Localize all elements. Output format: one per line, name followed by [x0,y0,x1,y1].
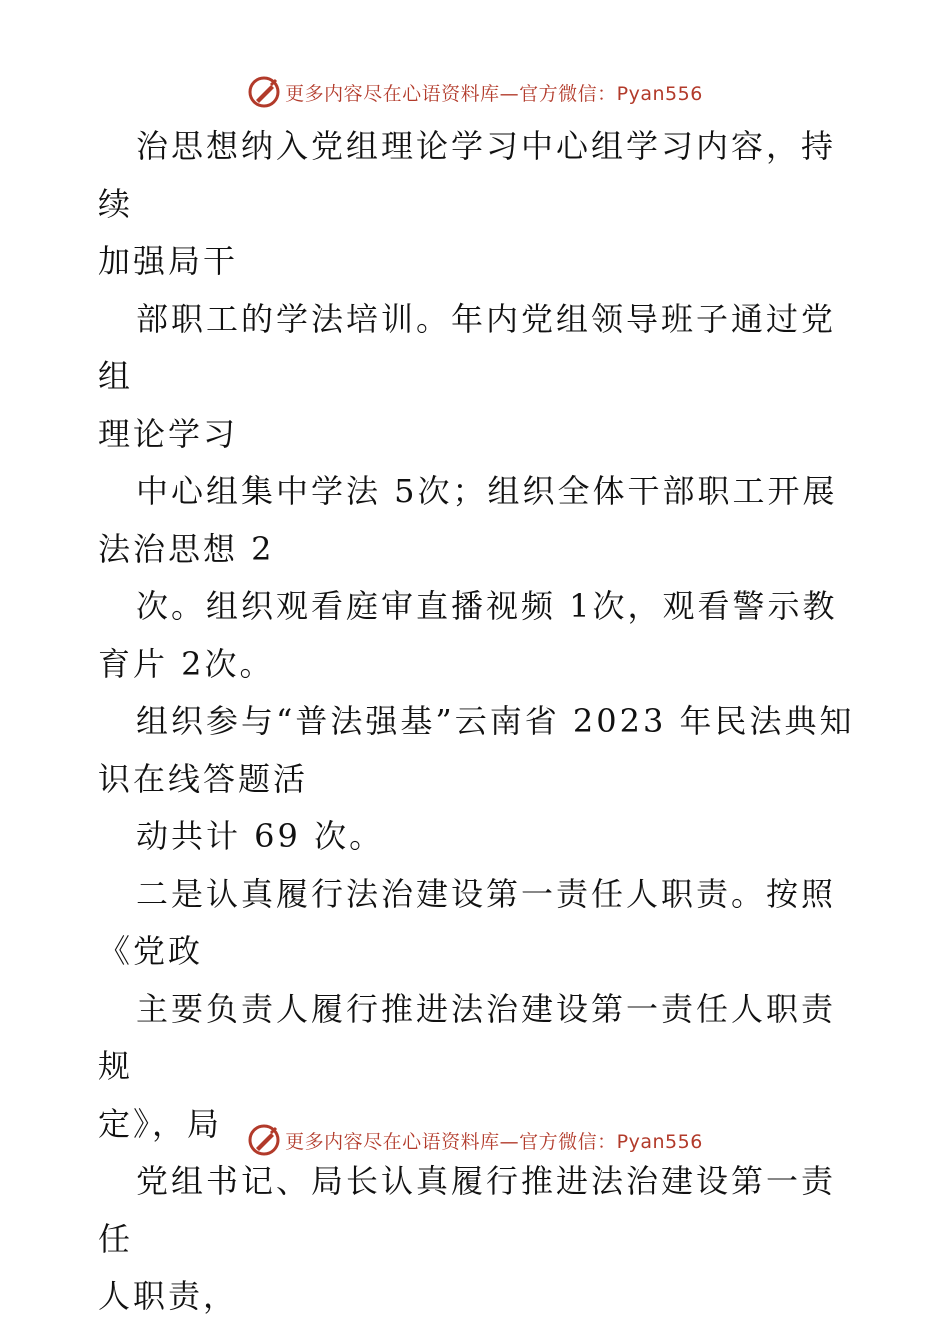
text-line: 《党政 [98,932,204,970]
text-line: 治思想纳入党组理论学习中心组学习内容，持续 [98,127,837,223]
footer-banner-text: 更多内容尽在心语资料库—官方微信：Pyan556 [285,1130,703,1153]
text-line: 定》，局 [98,1104,223,1143]
text-line: 部职工的学法培训。年内党组领导班子通过党组 [98,299,837,395]
pen-logo-icon [247,75,281,109]
text-line: 加强局干 [98,242,239,280]
text-line: 次。组织观看庭审直播视频 1次，观看警示教 [136,587,838,625]
text-line: 党组书记、局长认真履行推进法治建设第一责任 [98,1162,837,1258]
text-line: 人职责， [98,1277,239,1315]
footer-banner [0,1120,950,1160]
header-banner-text: 更多内容尽在心语资料库—官方微信：Pyan556 [285,82,703,105]
text-line: 二是认真履行法治建设第一责任人职责。按照 [136,874,837,913]
text-line: 动共计 69 次。 [136,817,385,855]
header-banner [0,72,950,112]
text-line: 组织参与“普法强基”云南省 2023 年民法典知 [136,702,855,740]
text-line: 主要负责人履行推进法治建设第一责任人职责规 [98,989,837,1085]
text-line: 理论学习 [98,414,239,453]
pen-logo-icon [247,1123,281,1157]
text-line: 识在线答题活 [98,759,309,798]
text-line: 育片 2次。 [98,644,275,683]
text-line: 中心组集中学法 5次；组织全体干部职工开展 [136,472,838,510]
text-line: 法治思想 2 [98,529,275,568]
